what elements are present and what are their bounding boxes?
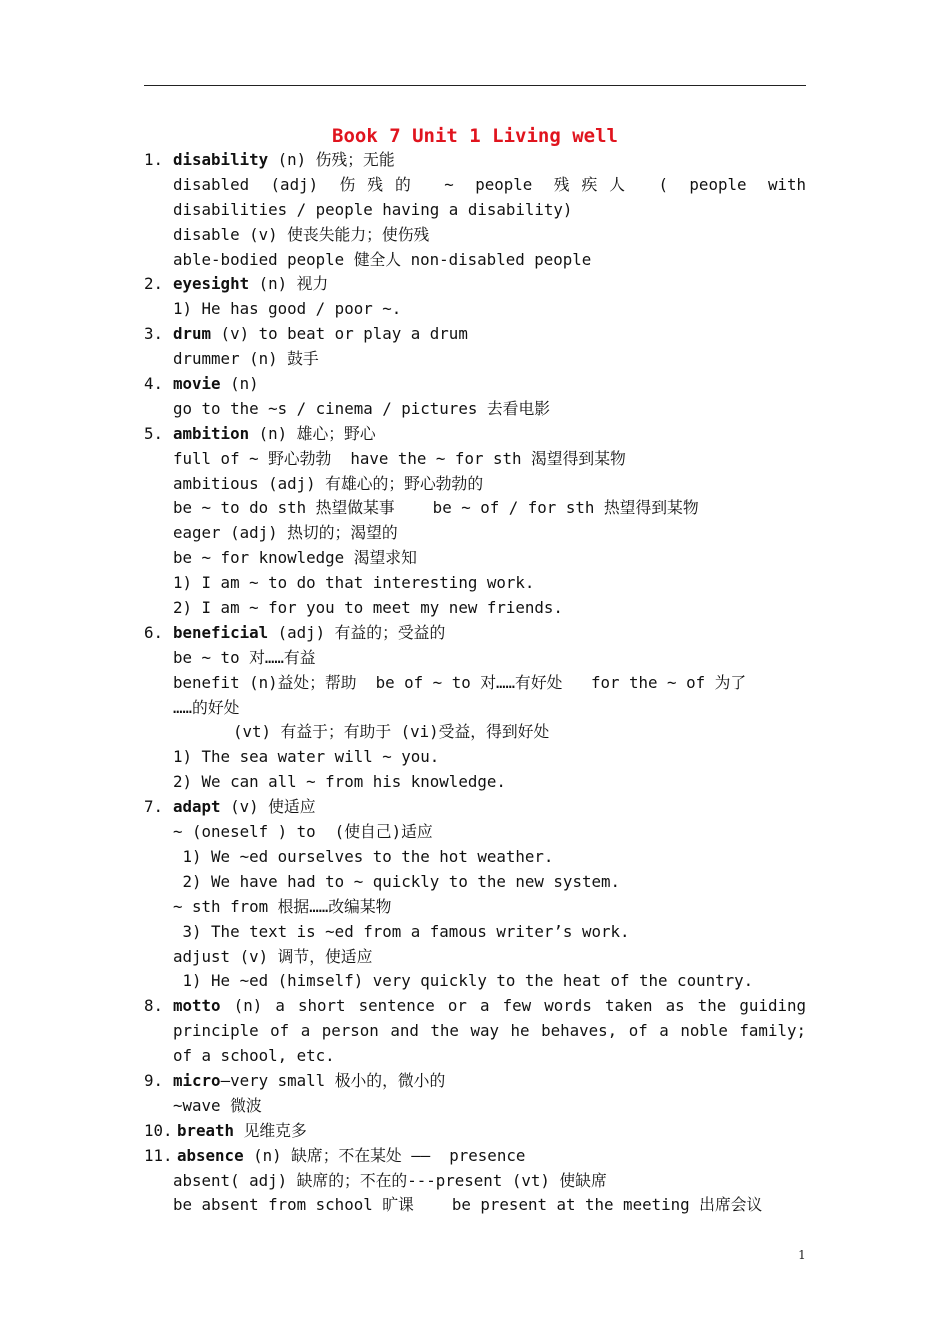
entry-line: 2) We have had to ~ quickly to the new system.: [173, 871, 620, 891]
entry-definition: (n) 伤残；无能: [268, 150, 395, 169]
entry-line: ambitious (adj) 有雄心的；野心勃勃的: [173, 473, 484, 493]
headword: movie: [173, 374, 221, 394]
entry-line: principle of a person and the way he behaves, of a noble family;: [173, 1021, 806, 1041]
entry-number: 6.: [144, 622, 164, 642]
headword: micro: [173, 1070, 221, 1090]
entry-6: [144, 621, 806, 646]
entry-line: disable (v) 使丧失能力；使伤残: [173, 224, 430, 244]
entry-line: 1) He has good / poor ~.: [173, 299, 402, 319]
entry-line: be ~ for knowledge 渴望求知: [173, 548, 417, 568]
entry-line: ~wave 微波: [173, 1095, 262, 1115]
entry-line: of a school, etc.: [173, 1046, 335, 1066]
entry-number: 10.: [144, 1120, 173, 1140]
entry-4: [144, 372, 806, 397]
entry-line: 1) He ~ed (himself) very quickly to the heat of the country.: [173, 971, 754, 991]
entry-line: adjust (v) 调节，使适应: [173, 946, 373, 966]
page-title: Book 7 Unit 1 Living well: [332, 125, 618, 147]
entry-number: 5.: [144, 423, 164, 443]
entry-line: be ~ to 对……有益: [173, 647, 316, 667]
entry-number: 1.: [144, 150, 164, 169]
headword: disability: [173, 150, 269, 169]
entry-9: [144, 1069, 806, 1094]
headword: motto: [173, 996, 221, 1016]
entry-definition: (n): [220, 374, 259, 394]
headword: absence: [177, 1145, 244, 1165]
header-rule: [144, 85, 806, 86]
headword: drum: [173, 324, 212, 344]
entry-number: 8.: [144, 996, 164, 1016]
headword: ambition: [173, 423, 250, 443]
entry-7: [144, 795, 806, 820]
headword: beneficial: [173, 622, 269, 642]
entry-line: ……的好处: [173, 697, 240, 717]
entry-line: ~ (oneself ) to (使自己)适应: [173, 822, 433, 842]
entry-line: be absent from school 旷课 be present at the meeting 出席会议: [173, 1195, 763, 1215]
entry-line: 1) We ~ed ourselves to the hot weather.: [173, 846, 554, 866]
entry-3: [144, 322, 806, 347]
entry-line: absent( adj) 缺席的；不在的---present (vt) 使缺席: [173, 1170, 607, 1190]
entry-line: benefit (n)益处；帮助 be of ~ to 对……有好处 for the ~ of 为了: [173, 672, 747, 692]
entry-line: 1) I am ~ to do that interesting work.: [173, 573, 535, 593]
headword: adapt: [173, 797, 221, 817]
entry-definition: (v) 使适应: [220, 797, 316, 817]
entry-line: full of ~ 野心勃勃 have the ~ for sth 渴望得到某物: [173, 448, 626, 468]
entry-8: [144, 994, 806, 1019]
entry-line: disabled (adj) 伤残的 ~ people 残疾人 ( people with: [173, 174, 806, 194]
entry-5: [144, 422, 806, 447]
entry-10: [144, 1119, 806, 1144]
entry-number: 11.: [144, 1145, 173, 1165]
entry-definition: (n) 视力: [249, 274, 329, 294]
entry-2: [144, 272, 806, 297]
entry-line: 2) We can all ~ from his knowledge.: [173, 772, 506, 792]
entry-number: 4.: [144, 374, 164, 394]
entry-definition: (n) a short sentence or a few words taken as the guiding: [220, 996, 806, 1016]
entry-line: be ~ to do sth 热望做某事 be ~ of / for sth 热望得到某物: [173, 498, 699, 518]
entry-definition: (v) to beat or play a drum: [211, 324, 468, 344]
entry-definition: 见维克多: [234, 1120, 307, 1140]
entry-line: 2) I am ~ for you to meet my new friends.: [173, 598, 563, 618]
entry-line: (vt) 有益于；有助于 (vi)受益，得到好处: [233, 722, 550, 742]
entry-number: 9.: [144, 1070, 164, 1090]
entry-number: 3.: [144, 324, 164, 344]
entry-line: drummer (n) 鼓手: [173, 349, 319, 369]
entry-number: 2.: [144, 274, 164, 294]
page-number: 1: [798, 1248, 806, 1262]
entry-line: eager (adj) 热切的；渴望的: [173, 523, 398, 543]
vocabulary-list: [144, 148, 806, 1218]
entry-line: go to the ~s / cinema / pictures 去看电影: [173, 398, 551, 418]
entry-11: [144, 1144, 806, 1169]
entry-line: disabilities / people having a disability): [173, 199, 573, 219]
headword: breath: [177, 1120, 235, 1140]
entry-line: able-bodied people 健全人 non-disabled people: [173, 249, 592, 269]
entry-line: ~ sth from 根据……改编某物: [173, 896, 392, 916]
entry-definition: (adj) 有益的；受益的: [268, 622, 446, 642]
entry-line: 3) The text is ~ed from a famous writer’s work.: [173, 921, 630, 941]
entry-number: 7.: [144, 797, 164, 817]
entry-1: [144, 148, 806, 173]
entry-definition: (n) 雄心；野心: [249, 423, 376, 443]
entry-definition: (n) 缺席；不在某处 —— presence: [243, 1145, 526, 1165]
entry-definition: —very small 极小的，微小的: [220, 1070, 446, 1090]
headword: eyesight: [173, 274, 250, 294]
entry-line: 1) The sea water will ~ you.: [173, 747, 440, 767]
